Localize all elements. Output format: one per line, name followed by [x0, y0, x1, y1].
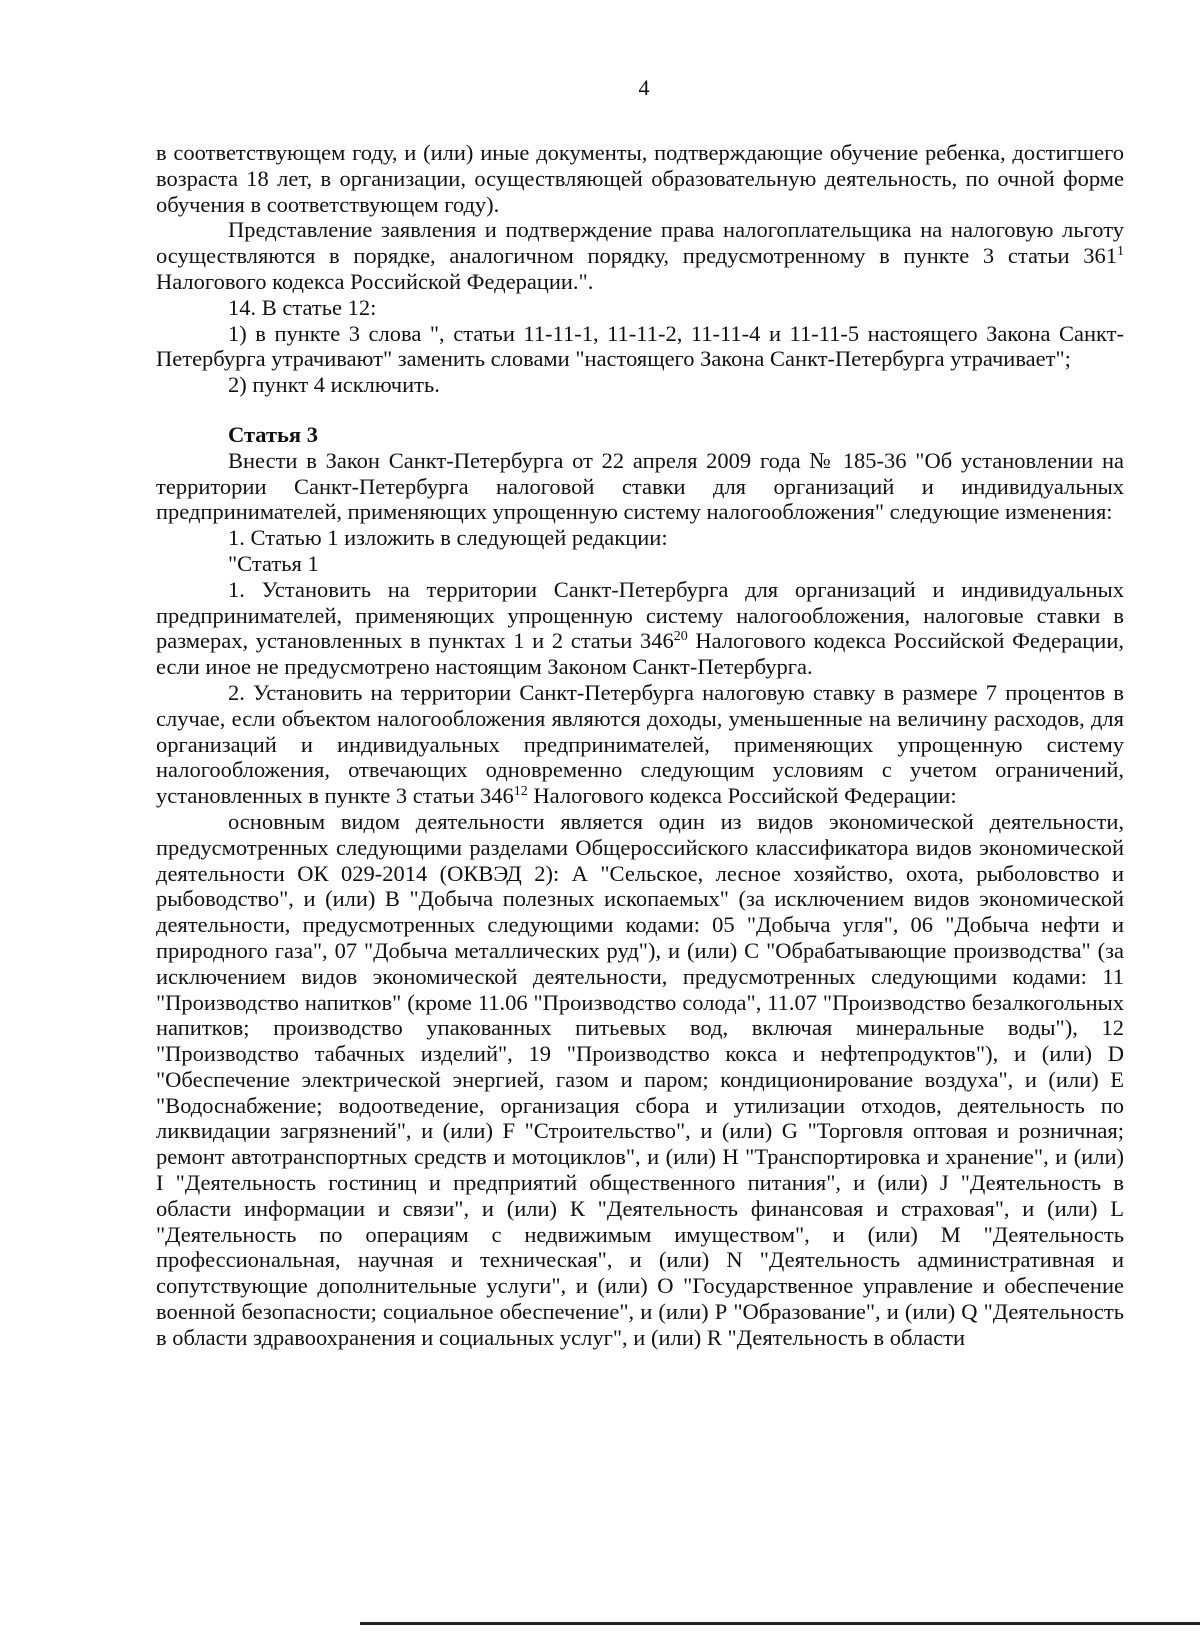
paragraph-item-14: 14. В статье 12:: [228, 294, 377, 320]
superscript: 1: [1117, 244, 1124, 260]
paragraph-text: Налогового кодекса Российской Федерации, если иное не предусмотрено настоящим Законом Санкт-Петербурга.: [156, 628, 1124, 680]
paragraph-rate-clause-2: [156, 680, 1124, 809]
article-title: Статья 3: [228, 421, 318, 447]
paragraph-subitem-2: 2) пункт 4 исключить.: [228, 372, 440, 398]
paragraph-rate-clause-1: [156, 577, 1124, 680]
paragraph-text: 1. Установить на территории Санкт-Петербурга для организаций и индивидуальных предпринимателей, применяющих упрощенную систему налогообложения, налоговые ставки в размерах, установленных в пунктах 1 и 2 статьи 346: [156, 576, 1124, 654]
paragraph-amendment-intro: Внести в Закон Санкт-Петербурга от 22 апреля 2009 года № 185-36 "Об установлении на территории Санкт-Петербурга налоговой ставки для организаций и индивидуальных предпринимателей, применяющих упрощенную систему налогообложения" следующие изменения:: [156, 447, 1124, 525]
page-number: 4: [638, 75, 650, 100]
document-body: [156, 140, 1124, 1351]
superscript: 20: [673, 629, 688, 645]
paragraph-subitem-1: 1) в пункте 3 слова ", статьи 11-11-1, 11-11-2, 11-11-4 и 11-11-5 настоящего Закона Санкт-Петербурга утрачивают" заменить словами "настоящего Закона Санкт-Петербурга утрачивает";: [156, 320, 1124, 372]
paragraph-text: Представление заявления и подтверждение права налогоплательщика на налоговую льготу осуществляются в порядке, аналогичном порядку, предусмотренному в пункте 3 статьи 361: [156, 217, 1124, 269]
paragraph-activity-list: основным видом деятельности является один из видов экономической деятельности, предусмотренных следующими разделами Общероссийского классификатора видов экономической деятельности ОК 029-2014 (ОКВЭД 2): А "Сельское, лесное хозяйство, охота, рыболовство и рыбоводство", и (или) В "Добыча полезных ископаемых" (за исключением видов экономической деятельности, предусмотренных следующими кодами: 05 "Добыча угля", 06 "Добыча нефти и природного газа", 07 "Добыча металлических руд"), и (или) С "Обрабатывающие производства" (за исключением видов экономической деятельности, предусмотренных следующими кодами: 11 "Производство напитков" (кроме 11.06 "Производство солода", 11.07 "Производство безалкогольных напитков; производство упакованных питьевых вод, включая минеральные воды"), 12 "Производство табачных изделий", 19 "Производство кокса и нефтепродуктов"), и (или) D "Обеспечение электрической энергией, газом и паром; кондиционирование воздуха", и (или) Е "Водоснабжение; водоотведение, организация сбора и утилизации отходов, деятельность по ликвидации загрязнений", и (или) F "Строительство", и (или) G "Торговля оптовая и розничная; ремонт автотранспортных средств и мотоциклов", и (или) Н "Транспортировка и хранение", и (или) I "Деятельность гостиниц и предприятий общественного питания", и (или) J "Деятельность в области информации и связи", и (или) К "Деятельность финансовая и страховая", и (или) L "Деятельность по операциям с недвижимым имуществом", и (или) М "Деятельность профессиональная, научная и техническая", и (или) N "Деятельность административная и сопутствующие дополнительные услуги", и (или) О "Государственное управление и обеспечение военной безопасности; социальное обеспечение", и (или) Р "Образование", и (или) Q "Деятельность в области здравоохранения и социальных услуг", и (или) R "Деятельность в области: [156, 808, 1124, 1350]
paragraph-text: Налогового кодекса Российской Федерации.".: [156, 268, 594, 294]
bottom-rule: [360, 1622, 1200, 1625]
paragraph-application-procedure: [156, 217, 1124, 294]
paragraph-continuation: в соответствующем году, и (или) иные документы, подтверждающие обучение ребенка, достигшего возраста 18 лет, в организации, осуществляющей образовательную деятельность, по очной форме обучения в соответствующем году).: [156, 140, 1124, 217]
paragraph-item-1: 1. Статью 1 изложить в следующей редакции:: [228, 525, 668, 551]
superscript: 12: [513, 784, 528, 800]
paragraph-text: Налогового кодекса Российской Федерации:: [527, 783, 957, 809]
paragraph-quoted-article: "Статья 1: [228, 550, 319, 576]
paragraph-text: 2. Установить на территории Санкт-Петербурга налоговую ставку в размере 7 процентов в случае, если объектом налогообложения являются доходы, уменьшенные на величину расходов, для организаций и индивидуальных предпринимателей, применяющих упрощенную систему налогообложения, отвечающих одновременно следующим условиям с учетом ограничений, установленных в пункте 3 статьи 346: [156, 679, 1124, 809]
